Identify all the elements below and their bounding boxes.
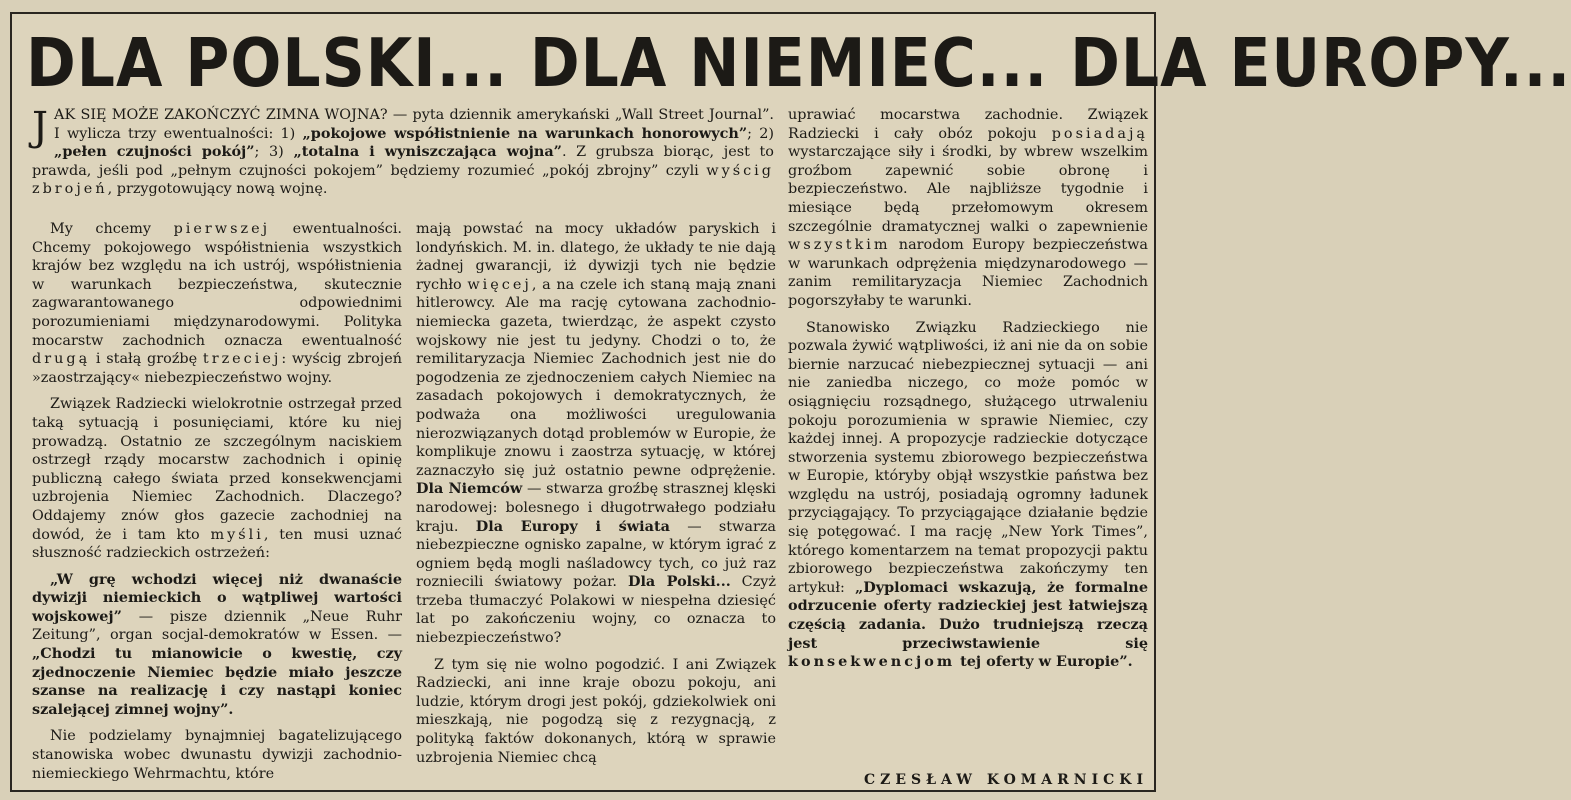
drop-cap: J: [32, 104, 49, 150]
col3-a1: uprawiać mocarstwa zachodnie. Związek Radziecki i cały obóz pokoju: [788, 107, 1148, 142]
column-3: [788, 106, 1148, 680]
lead-text-3: ; 3): [254, 144, 294, 161]
col1-a3: i stałą groźbę: [90, 351, 203, 368]
col1-a-spaced: pierwszej: [173, 221, 271, 237]
col1-a1: My chcemy: [50, 221, 174, 237]
col2-a-spaced: więcej: [467, 276, 532, 293]
col1-a2: ewentualności. Chcemy pokojowego współistnienia wszystkich krajów bez względu na ich ustrój, współistnienia w warunkach bezpieczeństwa, skutecznie zagwarantowanego odpowiednimi porozumieniami międzynarodowymi. Polityka mocarstw zachodnich oznacza ewentualność: [32, 221, 403, 349]
col3-paragraph-1: [788, 106, 1148, 311]
lead-text-5: , przygotowujący nową wojnę.: [107, 181, 328, 198]
col1-paragraph-3: [32, 571, 402, 720]
col2-bold-2: Dla Europy i świata: [475, 517, 670, 535]
col1-paragraph-1: [32, 220, 402, 387]
col1-b1: Związek Radziecki wielokrotnie ostrzegał przed taką sytuacją i posunięciami, które ku niej prowadzą. Ostatnio ze szczególnym naciskiem ostrzegł rządy mocarstw zachodnich i opinię publiczną całego świata przed konsekwencjami uzbrojenia Niemiec Zachodnich. Dlaczego? Oddajemy znów głos gazecie zachodniej na dowód, że i tam kto: [32, 396, 402, 543]
col2-bold-1: Dla Niemców: [416, 480, 523, 498]
column-1: [32, 220, 402, 791]
col1-c-bold-1: „W grę wchodzi więcej niż dwanaście dywizji niemieckich o wątpliwej wartości wojskowej”: [32, 570, 402, 625]
col1-b2: , ten musi uznać słuszność radzieckich ostrzeżeń:: [32, 526, 402, 562]
col3-bold-1: „Dyplomaci wskazują, że formalne odrzucenie oferty radzieckiej jest łatwiejszą częścią zadania. Dużo trudniejszą rzeczą jest przeciwstawienie się: [788, 578, 1148, 652]
col2-bold-3: Dla Polski...: [627, 573, 731, 591]
lead-paragraph: [32, 106, 774, 207]
col3-a-spaced: posiadają: [1051, 125, 1148, 142]
col3-a-spaced-2: wszystkim: [788, 237, 891, 254]
col2-paragraph-1: [416, 220, 776, 648]
col1-b-spaced: myśli: [210, 526, 264, 543]
lead-text-1: AK SIĘ MOŻE ZAKOŃCZYĆ ZIMNA WOJNA? — pyta dziennik amerykański „Wall Street Journal”. I wylicza trzy ewentualności: 1): [54, 107, 774, 142]
col1-a-spaced-3: trzeciej: [202, 351, 282, 368]
lead-bold-2: „pełen czujności pokój”: [54, 143, 255, 161]
col3-b1: Stanowisko Związku Radzieckiego nie pozwala żywić wątpliwości, iż ani nie da on sobie biernie narzucać niebezpiecznej sytuacji — ani nie zaniedba niczego, co może pomóc w osiągnięciu rozsądnego, służącego utrwaleniu pokoju porozumienia w sprawie Niemiec, czy każdej innej. A propozycje radzieckie dotyczące stworzenia systemu zbiorowego bezpieczeństwa w Europie, któryby objął wszystkie państwa bez względu na ustrój, posiadają ogromny ładunek przyciągający. To przyciągające działanie będzie się potęgować. I ma rację „New York Times”, którego komentarzem na temat propozycji paktu zbiorowego bezpieczeństwa zakończymy ten artykuł:: [788, 319, 1148, 596]
col2-b1: Z tym się nie wolno pogodzić. I ani Związek Radziecki, ani inne kraje obozu pokoju, ani ludzie, którym drogi jest pokój, gdziekolwiek oni mieszkają, nie pogodzą się z rezygnacją, z polityką faktów dokonanych, którą w sprawie uzbrojenia Niemiec chcą: [416, 656, 776, 766]
author-byline: CZESŁAW KOMARNICKI: [863, 772, 1148, 788]
col1-paragraph-4: [32, 727, 402, 783]
lead-bold-1: „pokojowe współistnienie na warunkach honorowych”: [302, 124, 748, 142]
column-2: [416, 220, 776, 775]
col2-a2: , a na czele ich staną mają znani hitlerowcy. Ale ma rację cytowana zachodnio-niemiecka gazeta, twierdząc, że aspekt czysto wojskowy nie jest tu jedyny. Chodzi o to, że remilitaryzacja Niemiec Zachodnich jest nie do pogodzenia ze zjednoczeniem całych Niemiec na zasadach pokojowych i demokratycznych, że podważa ona możliwości uregulowania nierozwiązanych dotąd problemów w Europie, że komplikuje znowu i zaostrza sytuację, w której zaznaczyło się już ostatnio pewne odprężenie.: [416, 276, 776, 479]
col1-paragraph-2: [32, 395, 402, 562]
lead-bold-3: „totalna i wyniszczająca wojna”: [293, 143, 562, 161]
col1-d1: Nie podzielamy bynajmniej bagatelizującego stanowiska wobec dwunastu dywizji zachodnio-niemieckiego Wehrmachtu, które: [32, 728, 402, 782]
lead-text: [32, 106, 774, 199]
col1-a4: : wyścig zbrojeń »zaostrzający« niebezpieczeństwo wojny.: [32, 351, 402, 386]
headline: DLA POLSKI... DLA NIEMIEC... DLA EUROPY...: [26, 24, 1571, 104]
col3-bold-2: tej oferty w Europie”.: [955, 653, 1133, 671]
col1-c-bold-2: „Chodzi tu mianowicie o kwestię, czy zjednoczenie Niemiec będzie miało jeszcze szanse na realizację i czy nastąpi koniec szalejącej zimnej wojny”.: [32, 645, 402, 718]
col2-paragraph-2: [416, 656, 776, 768]
lead-text-2: ; 2): [747, 125, 774, 142]
col2-a5: Czyż trzeba tłumaczyć Polakowi w niespełna dziesięć lat po zakończeniu wojny, co oznacza to niebezpieczeństwo?: [416, 574, 776, 647]
newspaper-page: [10, 12, 1571, 792]
col3-bold-spaced: konsekwencjom: [788, 653, 956, 671]
col1-c1: — pisze dziennik „Neue Ruhr Zeitung”, organ socjal-demokratów w Essen. —: [32, 608, 402, 644]
lead-text-4: . Z grubsza biorąc, jest to prawda, jeśli pod „pełnym czujności pokojem” będziemy rozumieć „pokój zbrojny” czyli: [32, 144, 774, 179]
col2-a3: — stwarza groźbę strasznej klęski narodowej: bolesnego i długotrwałego podziału kraju.: [416, 481, 776, 535]
col3-a3: narodom Europy bezpieczeństwa w warunkach odprężenia międzynarodowego — zanim remilitaryzacja Niemiec Zachodnich pogorszyłaby te warunki.: [788, 237, 1148, 309]
lead-spaced-1: wyścig zbrojeń: [32, 162, 774, 198]
col3-a2: wystarczające siły i środki, by wbrew wszelkim groźbom zapewnić sobie obronę i bezpieczeństwo. Ale najbliższe tygodnie i miesiące będą przełomowym okresem szczególnie dramatycznej walki o zapewnienie: [788, 144, 1148, 235]
col2-a4: — stwarza niebezpieczne ognisko zapalne, w którym igrać z ogniem będą mogli naśladowcy tych, co już raz rozniecili światowy pożar.: [416, 518, 776, 591]
col3-paragraph-2: [788, 319, 1148, 672]
col1-a-spaced-2: drugą: [32, 351, 91, 368]
col2-a1: mają powstać na mocy układów paryskich i londyńskich. M. in. dlatego, że układy te nie dają żadnej gwarancji, iż dywizji tych nie będzie rychło: [416, 221, 776, 293]
